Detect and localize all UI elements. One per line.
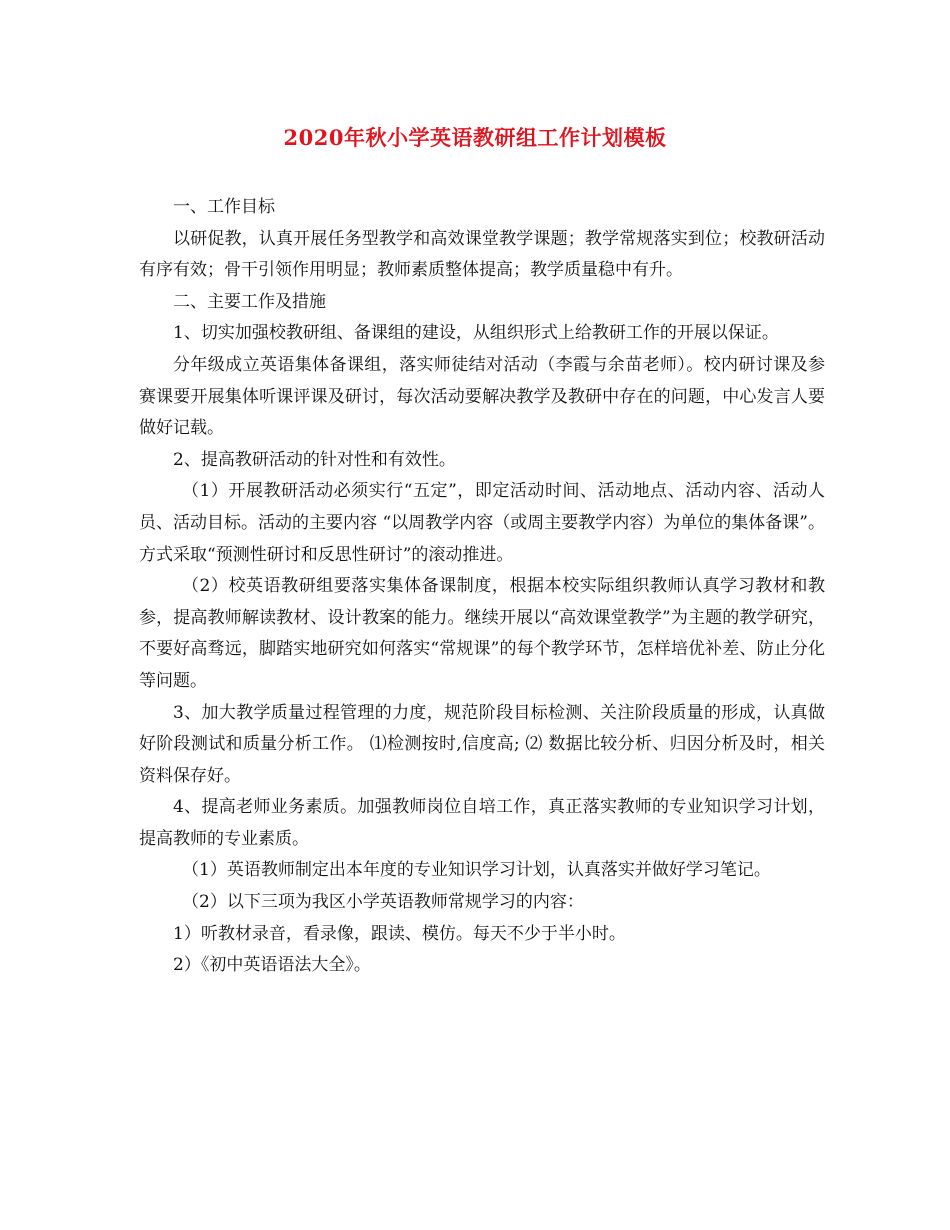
section-heading-goals: 一、工作目标 xyxy=(173,197,275,217)
paragraph-item-4-2: （2）以下三项为我区小学英语教师常规学习的内容： xyxy=(182,892,584,913)
paragraph-item-3: 3、加大教学质量过程管理的力度，规范阶段目标检测、关注阶段质量的形成，认真做好阶段测试和质量分析工作。 ⑴检测按时,信度高; ⑵ 数据比较分析、归因分析及时，相关资料保存好。 xyxy=(139,702,825,786)
document-title: 2020年秋小学英语教研组工作计划模板 xyxy=(283,125,667,150)
document-body xyxy=(139,192,825,982)
paragraph-study-2: 2）《初中英语语法大全》。 xyxy=(173,955,371,976)
paragraph-item-4: 4、提高老师业务素质。加强教师岗位自培工作，真正落实教师的专业知识学习计划，提高教师的专业素质。 xyxy=(139,797,825,849)
paragraph-study-1: 1）听教材录音，看录像，跟读、模仿。每天不少于半小时。 xyxy=(173,923,626,944)
paragraph-lesson-groups: 分年级成立英语集体备课组，落实师徒结对活动（李霞与余苗老师）。校内研讨课及参赛课要开展集体听课评课及研讨，每次活动要解决教学及教研中存在的问题，中心发言人要做好记载。 xyxy=(139,354,825,439)
paragraph-item-4-1: （1）英语教师制定出本年度的专业知识学习计划，认真落实并做好学习笔记。 xyxy=(182,860,771,881)
paragraph-item-2-2: （2）校英语教研组要落实集体备课制度，根据本校实际组织教师认真学习教材和教参，提高教师解读教材、设计教案的能力。继续开展以“高效课堂教学”为主题的教学研究，不要好高骛远，脚踏实地研究如何落实“常规课”的每个教学环节，怎样培优补差、防止分化等问题。 xyxy=(139,576,825,691)
section-heading-measures: 二、主要工作及措施 xyxy=(173,291,326,312)
paragraph-item-1: 1、切实加强校教研组、备课组的建设，从组织形式上给教研工作的开展以保证。 xyxy=(173,323,779,344)
paragraph-item-2-1: （1）开展教研活动必须实行“五定”，即定活动时间、活动地点、活动内容、活动人员、活动目标。活动的主要内容 “以周教学内容（或周主要教学内容）为单位的集体备课”。方式采取“预测性研讨和反思性研讨”的滚动推进。 xyxy=(139,481,825,565)
paragraph-goals: 以研促教，认真开展任务型教学和高效课堂教学课题；教学常规落实到位；校教研活动有序有效；骨干引领作用明显；教师素质整体提高；教学质量稳中有升。 xyxy=(139,228,825,281)
paragraph-item-2: 2、提高教研活动的针对性和有效性。 xyxy=(173,449,456,470)
